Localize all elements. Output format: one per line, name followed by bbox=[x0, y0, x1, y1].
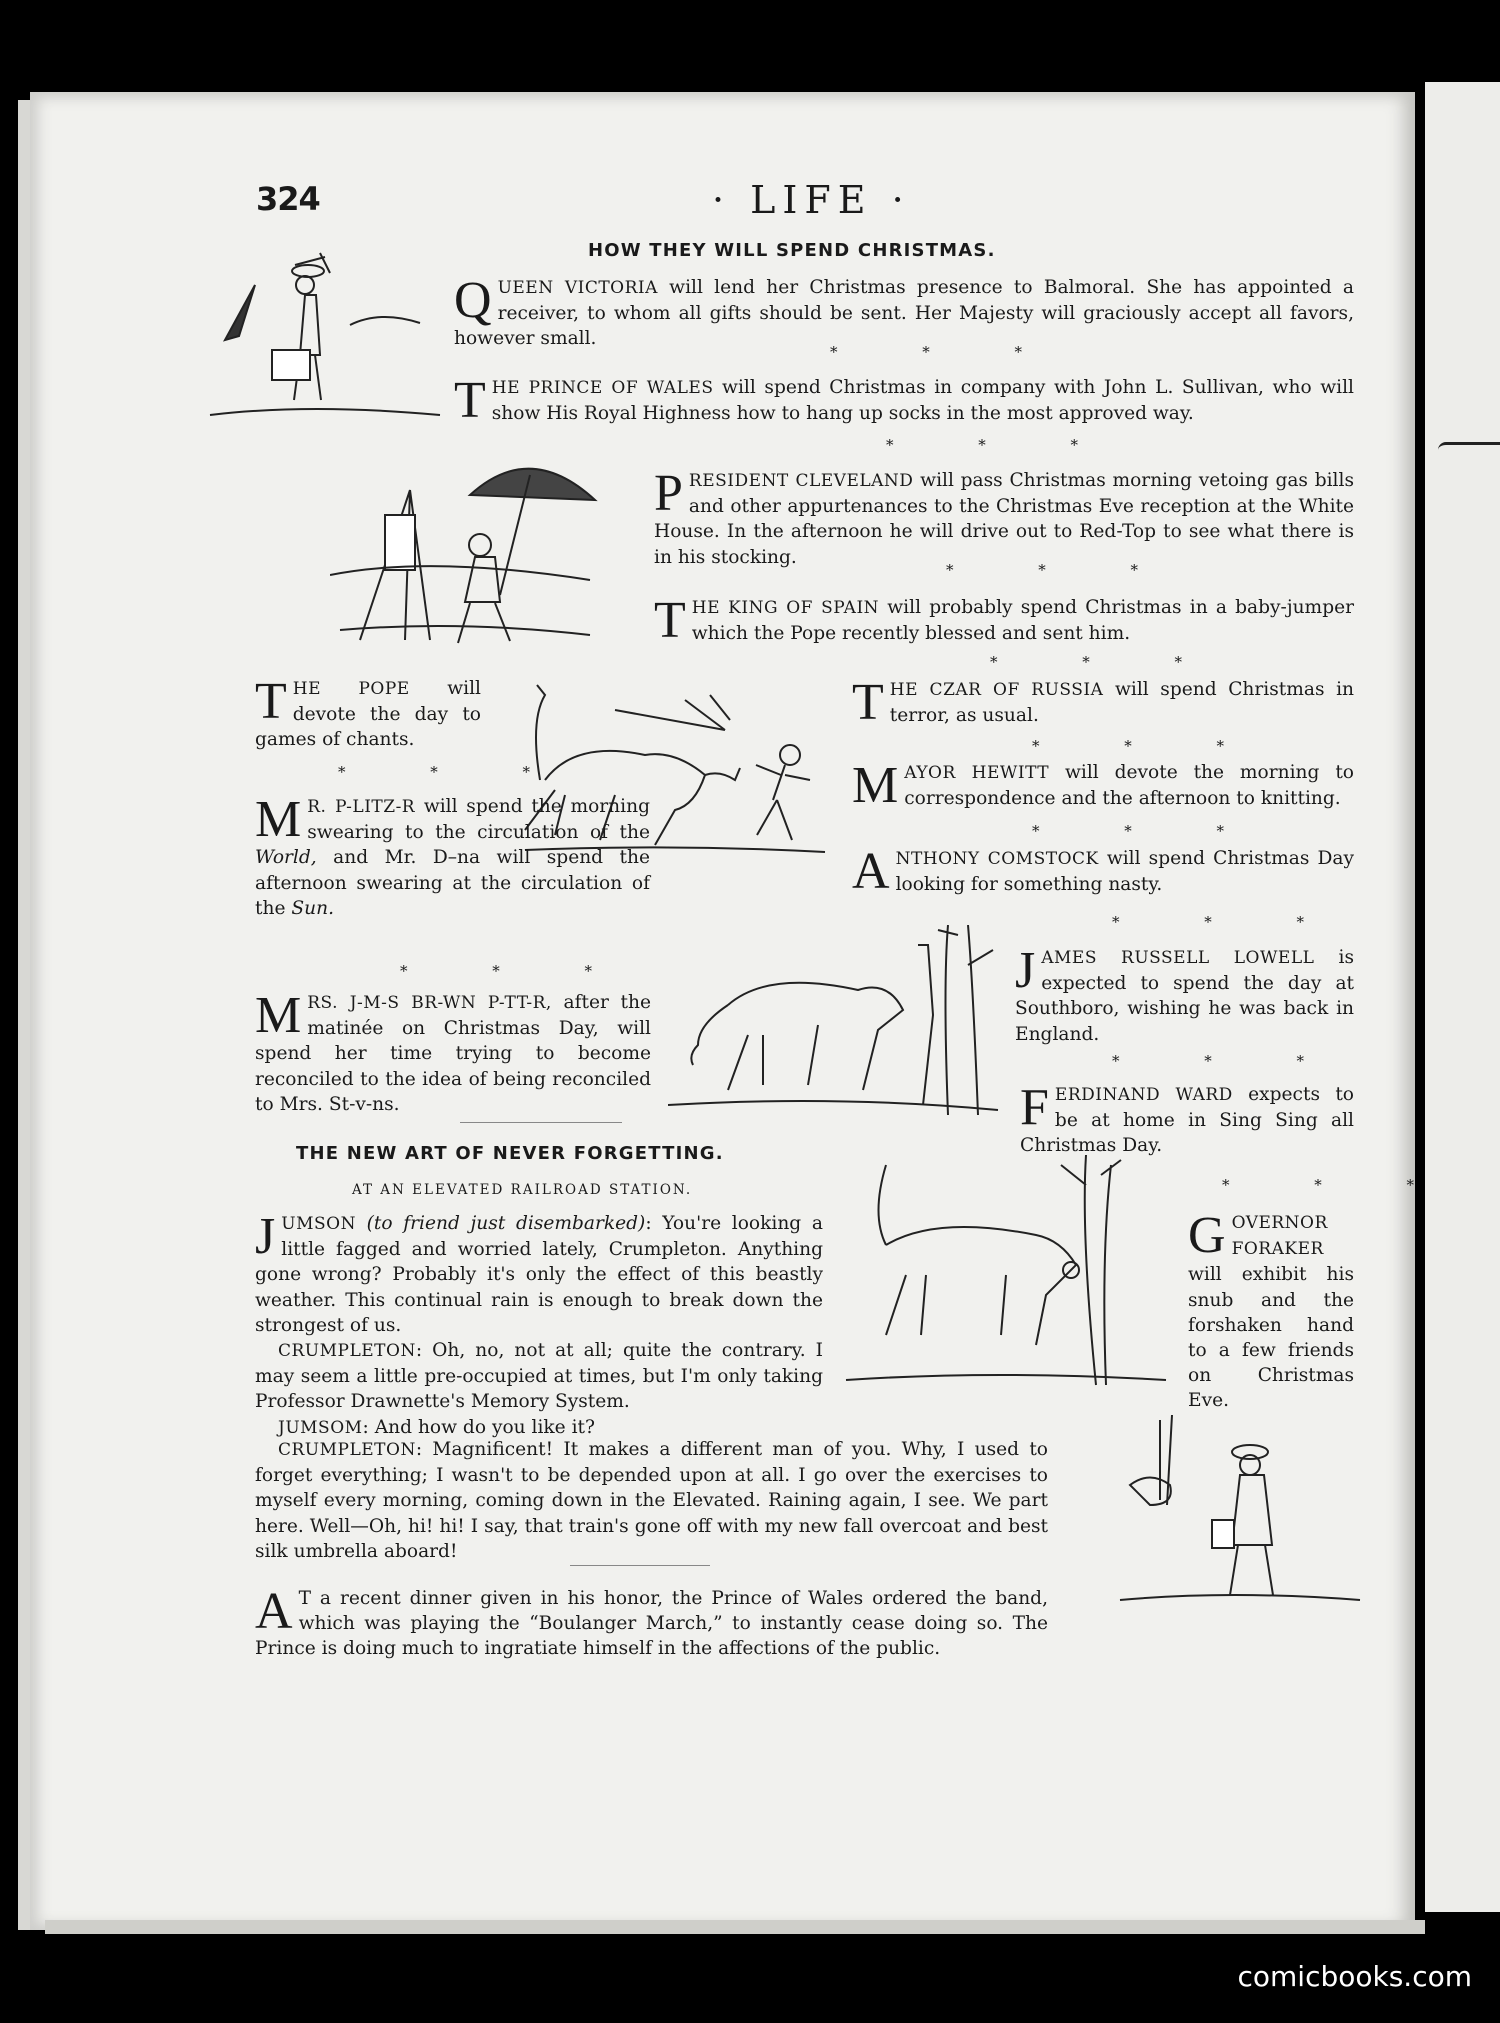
separator-stars: * * * bbox=[990, 653, 1223, 671]
item-mayor-hewitt: MAYOR HEWITT will devote the morning to correspondence and the afternoon to knitting. bbox=[852, 757, 1354, 814]
item-king-of-spain: THE KING OF SPAIN will probably spend Christmas in a baby-jumper which the Pope recently blessed and sent him. bbox=[654, 592, 1354, 649]
item-czar-of-russia: THE CZAR OF RUSSIA will spend Christmas in terror, as usual. bbox=[852, 674, 1354, 731]
facing-page-edge bbox=[1425, 82, 1500, 1912]
item-the-pope: THE POPE will devote the day to games of chants. bbox=[255, 673, 481, 751]
facing-page-ornament bbox=[1438, 442, 1500, 459]
painter-illustration bbox=[330, 455, 600, 645]
page-bottom-edge bbox=[45, 1920, 1425, 1934]
item-james-russell-lowell: JAMES RUSSELL LOWELL is expected to spend the day at Southboro, wishing he was back in England. bbox=[1015, 942, 1355, 1045]
dialogue-crumpleton-1: CRUMPLETON: Oh, no, not at all; quite the contrary. I may seem a little pre-occupied at times, but I'm only taking Professor Drawnette's Memory System. bbox=[255, 1340, 823, 1413]
item-president-cleveland: PRESIDENT CLEVELAND will pass Christmas morning vetoing gas bills and other appurtenances to the Christmas Eve reception at the White House. In the afternoon he will drive out to Red-Top to see what there is in his stocking. bbox=[654, 465, 1354, 568]
page-number: 324 bbox=[256, 180, 320, 218]
headline-christmas: HOW THEY WILL SPEND CHRISTMAS. bbox=[588, 240, 996, 261]
separator-stars: * * * bbox=[1032, 822, 1265, 840]
separator-stars: * * * bbox=[1112, 1052, 1345, 1070]
separator-stars: * * * bbox=[1222, 1176, 1455, 1194]
masthead-title: · LIFE · bbox=[712, 178, 911, 222]
item-prince-of-wales: THE PRINCE OF WALES will spend Christmas in company with John L. Sullivan, who will show His Royal Highness how to hang up socks in the most approved way. bbox=[454, 372, 1354, 429]
item-pulitzer: M R. P-LITZ-R will spend the morning swearing to the circulation of the World, and Mr. D–na will spend the afternoon swearing at the circulation of the Sun. bbox=[255, 791, 650, 919]
item-mrs-potter: MRS. J-M-S BR-WN P-TT-R, after the matinée on Christmas Day, will spend her time trying to become reconciled to the idea of being reconciled to Mrs. St-v-ns. bbox=[255, 987, 651, 1115]
bull-tree-illustration bbox=[668, 925, 1008, 1125]
separator-stars: * * * bbox=[400, 962, 633, 980]
traveler-illustration bbox=[200, 245, 450, 425]
subheadline-station: AT AN ELEVATED RAILROAD STATION. bbox=[352, 1182, 693, 1198]
bull-tree-illustration-2 bbox=[836, 1155, 1171, 1395]
item-boulanger-march: A T a recent dinner given in his honor, the Prince of Wales ordered the band, which was playing the “Boulanger March,” to instantly cease doing so. The Prince is doing much to ingratiate himself in the affections of the public. bbox=[255, 1583, 1048, 1660]
separator-stars: * * * bbox=[946, 561, 1179, 579]
watermark: comicbooks.com bbox=[1237, 1960, 1472, 1993]
section-rule bbox=[570, 1565, 710, 1566]
separator-stars: * * * bbox=[338, 763, 571, 781]
item-anthony-comstock: ANTHONY COMSTOCK will spend Christmas Day looking for something nasty. bbox=[852, 843, 1354, 900]
item-queen-victoria: QUEEN VICTORIA will lend her Christmas presence to Balmoral. She has appointed a receiver, to whom all gifts should be sent. Her Majesty will graciously accept all favors, however small. bbox=[454, 272, 1354, 350]
dialogue-block-lower bbox=[255, 1437, 1048, 1564]
separator-stars: * * * bbox=[886, 436, 1119, 454]
separator-stars: * * * bbox=[1112, 913, 1345, 931]
headline-never-forgetting: THE NEW ART OF NEVER FORGETTING. bbox=[296, 1143, 724, 1164]
boy-with-bag-illustration bbox=[1100, 1410, 1370, 1700]
separator-stars: * * * bbox=[830, 343, 1063, 361]
separator-stars: * * * bbox=[1032, 737, 1265, 755]
dialogue-crumpleton-2: CRUMPLETON: Magnificent! It makes a different man of you. Why, I used to forget everything; I wasn't to be depended upon at all. I go over the exercises to myself every morning, coming down in the Elevated. Raining again, I see. We part here. Well—Oh, hi! hi! I say, that train's gone off with my new fall overcoat and best silk umbrella aboard! bbox=[255, 1439, 1048, 1562]
dialogue-jumson-1: JUMSON (to friend just disembarked): You're looking a little fagged and worried lately, Crumpleton. Anything gone wrong? Probably it's only the effect of this beastly weather. This continual rain is enough to break down the strongest of us. bbox=[255, 1208, 823, 1336]
item-ferdinand-ward: FERDINAND WARD expects to be at home in Sing Sing all Christmas Day. bbox=[1020, 1079, 1354, 1157]
dialogue-jumsom-2: JUMSOM: And how do you like it? bbox=[278, 1416, 595, 1438]
section-rule bbox=[460, 1122, 622, 1123]
dialogue-block-upper bbox=[255, 1208, 823, 1441]
item-governor-foraker: GOVERNOR FORAKER will exhibit his snub and the forshaken hand to a few friends on Christmas Eve. bbox=[1188, 1207, 1354, 1412]
